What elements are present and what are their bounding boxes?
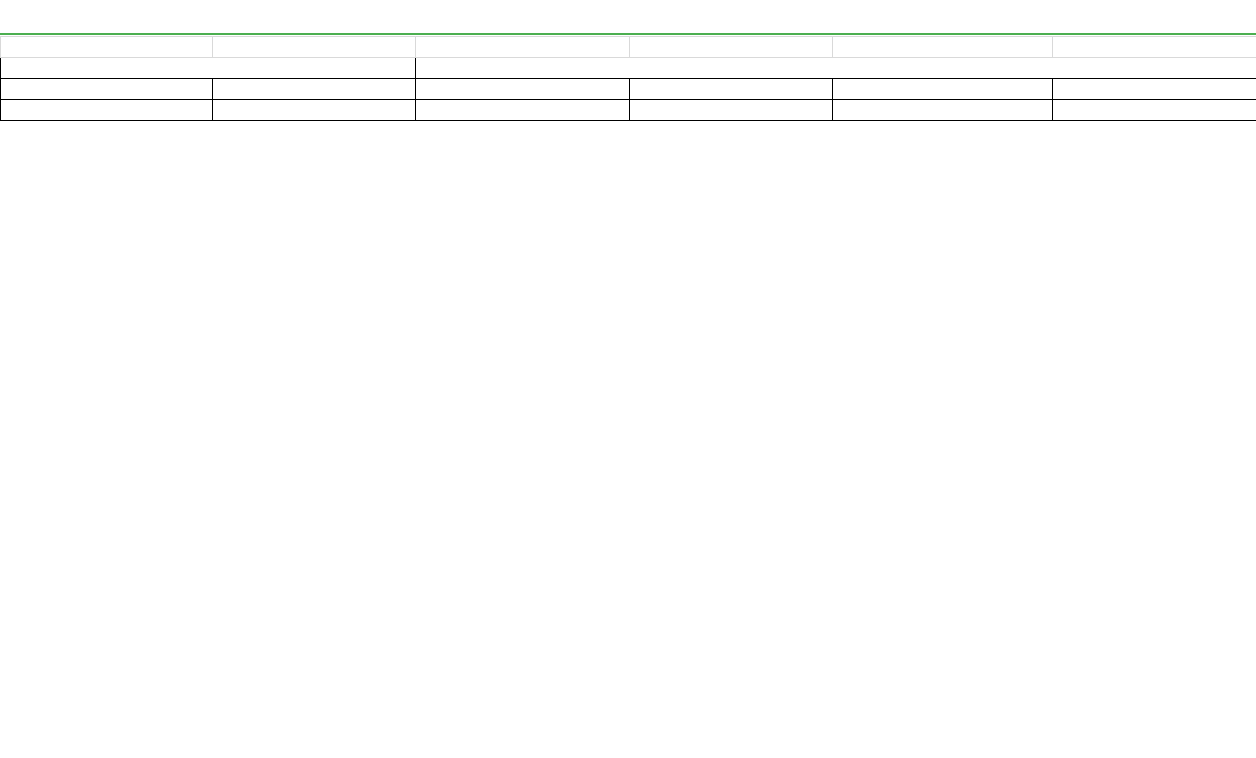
func-total-value xyxy=(1053,100,1256,121)
income-total-label xyxy=(1,100,213,121)
income-item-header xyxy=(1,79,213,100)
title-bar xyxy=(0,0,1256,35)
section-header-row xyxy=(1,58,1256,79)
econ-item-header xyxy=(416,79,630,100)
org-name xyxy=(1,37,213,58)
org-row xyxy=(1,37,1256,58)
expense-section-header xyxy=(416,58,1256,79)
totals-row xyxy=(1,100,1256,121)
column-header-row xyxy=(1,79,1256,100)
income-total-value xyxy=(213,100,416,121)
econ-total-value xyxy=(630,100,833,121)
func-total-label xyxy=(833,100,1053,121)
func-item-header xyxy=(833,79,1053,100)
func-budget-header xyxy=(1053,79,1256,100)
econ-budget-header xyxy=(630,79,833,100)
budget-table xyxy=(0,36,1256,121)
unit-label xyxy=(1053,37,1256,58)
econ-total-label xyxy=(416,100,630,121)
income-budget-header xyxy=(213,79,416,100)
income-section-header xyxy=(1,58,416,79)
